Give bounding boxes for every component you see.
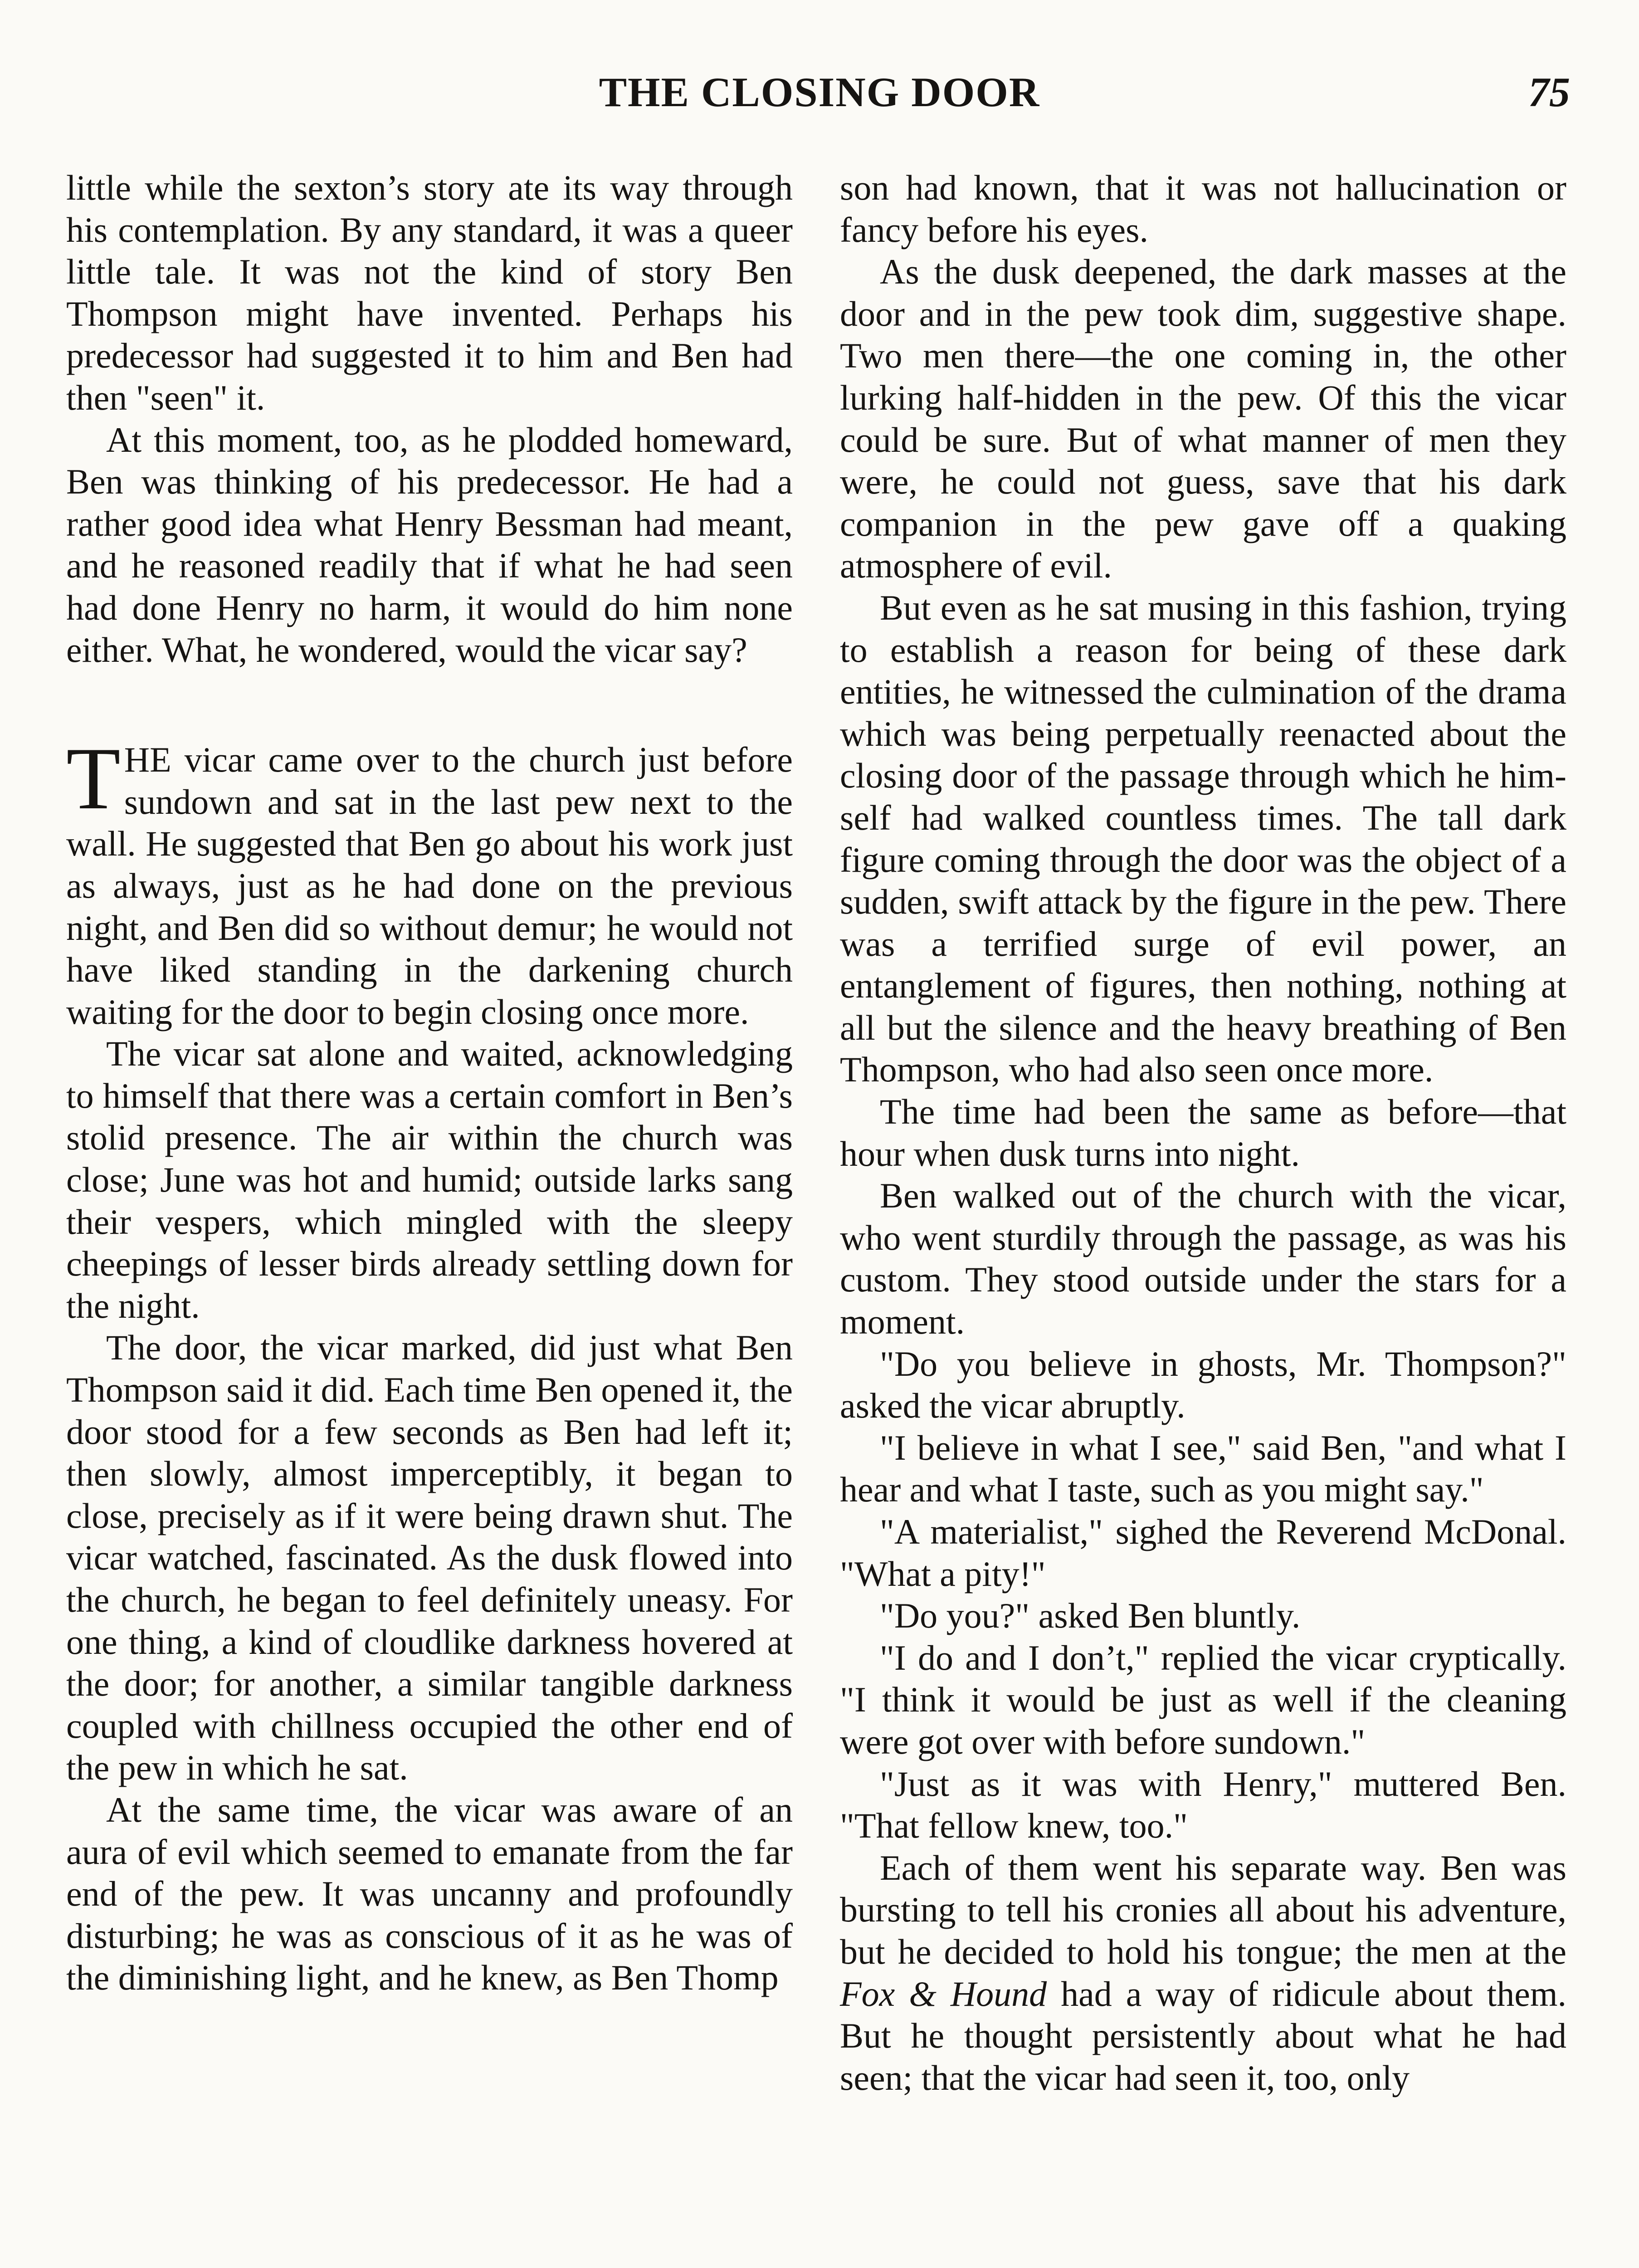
paragraph: "Do you?" asked Ben bluntly. [880,1596,1301,1636]
paragraph: little while the sexton’s story ate its way through his contemplation. By any standard, it was a queer little tale. It was not the kind of story Ben Thompson might have invented. Perhaps his predecessor had suggested it to him and Ben had then "seen" it. [66,168,793,417]
paragraph: "Do you believe in ghosts, Mr. Thompson?" asked the vicar abruptly. [840,1344,1566,1426]
page-number: 75 [1528,69,1570,115]
page-header [0,68,1639,136]
paragraph: At the same time, the vicar was aware of an aura of evil which seemed to emanate from the far end of the pew. It was uncanny and profoundly disturbing; he was as conscious of it as he was of the diminishing light, and he knew, as Ben Thomp [66,1789,793,1998]
paragraph: son had known, that it was not hallucination or fancy before his eyes. [840,168,1566,249]
paragraph: The vicar sat alone and waited, acknowledging to himself that there was a certain comfort in Ben’s stolid presence. The air within the church was close; June was hot and humid; outside larks sang their vespers, which mingled with the sleepy cheepings of lesser birds already settling down for the night. [66,1034,793,1325]
paragraph: "Just as it was with Henry," muttered Ben. "That fellow knew, too." [840,1764,1566,1846]
paragraph: Ben walked out of the church with the vicar, who went sturdily through the passage, as was his custom. They stood outside under the stars for a moment. [840,1176,1566,1342]
section-opening-paragraph [66,729,793,1033]
running-title: THE CLOSING DOOR [599,69,1040,115]
paragraph: The time had been the same as before—that hour when dusk turns into night. [840,1092,1566,1173]
paragraph: "I believe in what I see," said Ben, "and what I hear and what I taste, such as you might say." [840,1427,1566,1510]
paragraph-text: Each of them went his separate way. Ben was bursting to tell his cronies all about his adventure, but he decided to hold his tongue; the men at the [840,1848,1566,1971]
paragraph: The door, the vicar marked, did just what Ben Thompson said it did. Each time Ben opened it, the door stood for a few seconds as Ben had left it; then slowly, almost imperceptibly, it began to close, precisely as if it were being drawn shut. The vicar watched, fascinated. As the dusk flowed into the church, he began to feel definitely uneasy. For one thing, a kind of cloudlike darkness hovered at the door; for another, a similar tangible darkness coupled with chillness occupied the other end of the pew in which he sat. [66,1328,793,1788]
paragraph: "I do and I don’t," replied the vicar cryptically. "I think it would be just as well if the cleaning were got over with before sundown." [840,1637,1566,1761]
right-column [840,167,1566,2099]
paragraph: But even as he sat musing in this fashion, trying to establish a reason for being of these dark entities, he witnessed the culmination of the drama which was being perpetually reenacted about the closing door of the passage through which he himself had walked countless times. The tall dark figure coming through the door was the object of a sudden, swift attack by the figure in the pew. There was a terrified surge of evil power, an entanglement of figures, then nothing, nothing at all but the silence and the heavy breathing of Ben Thompson, who had also seen once more. [840,587,1566,1090]
paragraph: As the dusk deepened, the dark masses at the door and in the pew took dim, suggestive shape. Two men there—the one coming in, the other lurking half-hidden in the pew. Of this the vicar could be sure. But of what manner of men they were, he could not guess, save that his dark companion in the pew gave off a quaking atmosphere of evil. [840,252,1566,586]
drop-cap: T [66,729,121,828]
paragraph: "A materialist," sighed the Reverend McDonal. "What a pity!" [840,1512,1566,1593]
left-column [66,167,793,1999]
paragraph-text: HE vicar came over to the church just before sundown and sat in the last pew next to the wall. He suggested that Ben go about his work just as always, just as he had done on the previous night, and Ben did so without demur; he would not have liked standing in the darkening church waiting for the door to begin closing once more. [66,740,793,1031]
pub-name: Fox & Hound [840,1974,1047,2014]
paragraph: At this moment, too, as he plodded homeward, Ben was thinking of his predecessor. He had a rather good idea what Henry Bessman had meant, and he reasoned readily that if what he had seen had done Henry no harm, it would do him none either. What, he wondered, would the vicar say? [66,420,793,670]
paragraph [840,1847,1566,2099]
paragraph-text: had a way of ridicule about them. But he thought persistently about what he had seen; that the vicar had seen it, too, only [840,1974,1566,2097]
